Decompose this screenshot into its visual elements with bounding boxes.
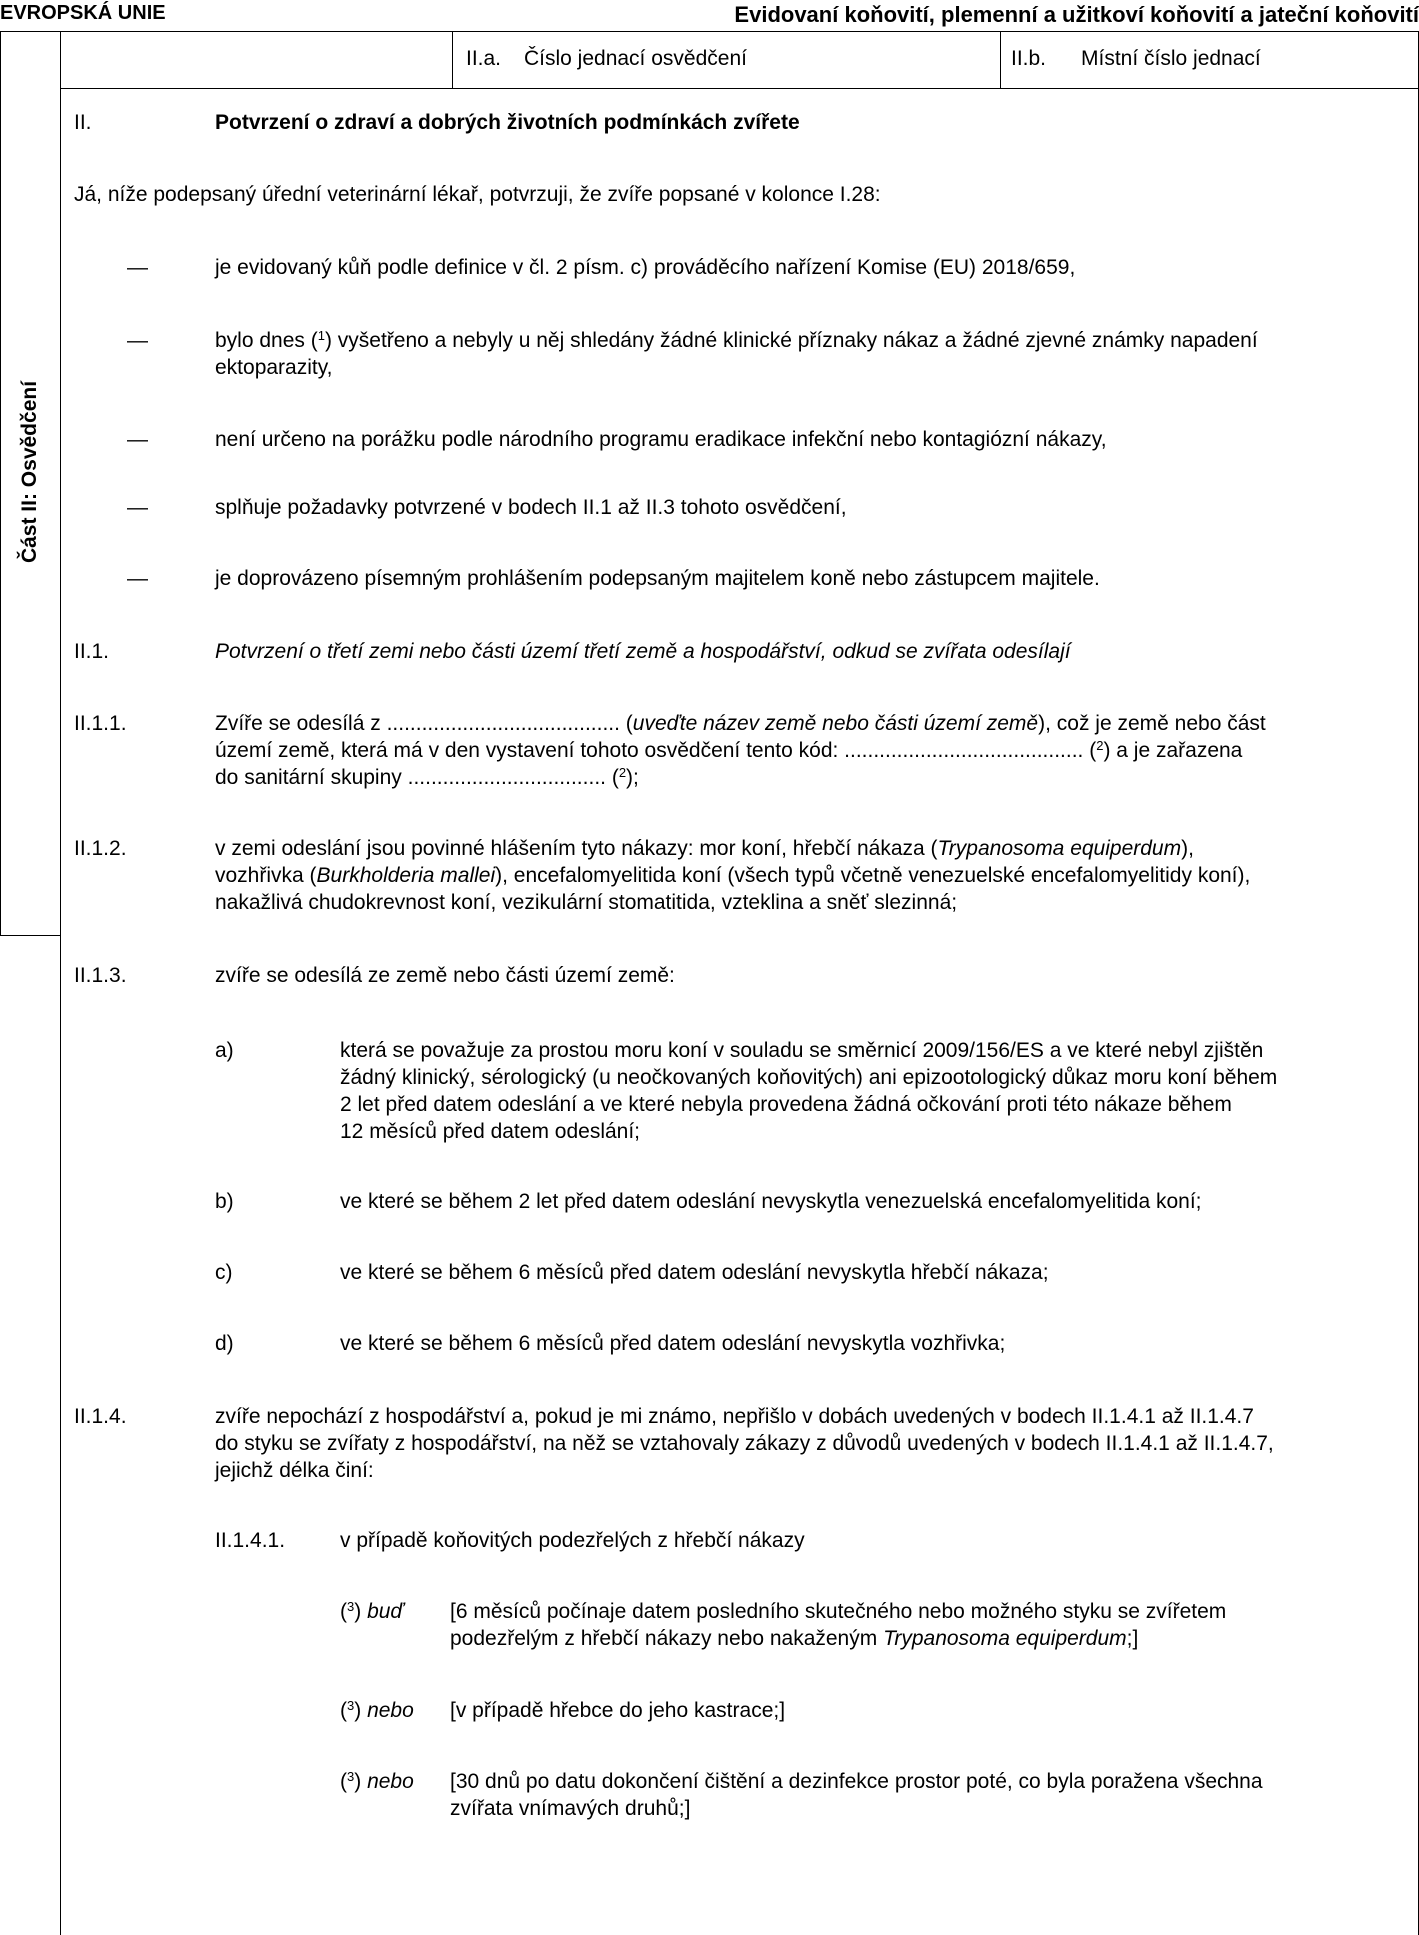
- ii13-number: II.1.3.: [74, 964, 127, 987]
- option-3-line-2: zvířata vnímavých druhů;]: [450, 1797, 691, 1820]
- ii11-l1-c: ), což je země nebo část: [1038, 712, 1266, 735]
- ref-col-a: [452, 31, 453, 89]
- option-3-line-1: [30 dnů po datu dokončení čištění a dezinfekce prostor poté, co byla poražena všechna: [450, 1770, 1263, 1793]
- ii13-a-line: žádný klinický, sérologický (u neočkovaných koňovitých) ani epizootologický důkaz moru koní během: [340, 1066, 1278, 1089]
- ii13-a-label: a): [215, 1039, 234, 1062]
- bullet-4: splňuje požadavky potvrzené v bodech II.1 až II.3 tohoto osvědčení,: [215, 496, 847, 519]
- sidebar-divider: [60, 31, 61, 1935]
- ii14-line: zvíře nepochází z hospodářství a, pokud je mi známo, nepřišlo v dobách uvedených v bodech II.1.4.1 až II.1.4.7: [215, 1405, 1254, 1428]
- bullet-dash: —: [127, 256, 148, 279]
- ii11-l1-a: Zvíře se odesílá z ........................................ (: [215, 712, 633, 735]
- ii13-a-line: 12 měsíců před datem odeslání;: [340, 1120, 641, 1143]
- ref-b-label: II.b.: [1011, 47, 1047, 70]
- ii13-c-label: c): [215, 1261, 233, 1284]
- section-number: II.: [74, 111, 92, 134]
- ii11-line-1: [215, 710, 1266, 737]
- ii141-number: II.1.4.1.: [215, 1529, 286, 1552]
- ii14-line: do styku se zvířaty z hospodářství, na něž se vztahovaly zákazy z důvodů uvedených v bodech II.1.4.1 až II.1.4.7,: [215, 1432, 1274, 1455]
- footnote-ref: 2: [618, 765, 627, 780]
- ii11-line-2: [215, 737, 1242, 764]
- bullet-5: je doprovázeno písemným prohlášením podepsaným majitelem koně nebo zástupcem majitele.: [215, 567, 1100, 590]
- option-2-line-1: [v případě hřebce do jeho kastrace;]: [450, 1699, 786, 1722]
- option-word: nebo: [367, 1699, 414, 1722]
- ii12-number: II.1.2.: [74, 837, 127, 860]
- ii1-number: II.1.: [74, 640, 110, 663]
- bullet-3: není určeno na porážku podle národního programu eradikace infekční nebo kontagiózní nákazy,: [215, 428, 1107, 451]
- ii11-line-3: [215, 764, 639, 791]
- option-buď-label: ($^3$) buď: [340, 1599, 404, 1623]
- option-word: nebo: [367, 1770, 414, 1793]
- ii12-l2-b: Burkholderia mallei: [316, 864, 496, 887]
- bullet-2-cont: ektoparazity,: [215, 356, 333, 379]
- bullet-1: je evidovaný kůň podle definice v čl. 2 písm. c) prováděcího nařízení Komise (EU) 2018/659,: [215, 256, 1076, 279]
- bullet-dash: —: [127, 428, 148, 451]
- ii12-line-2: [215, 862, 1250, 889]
- ii12-l1-c: ),: [1181, 837, 1194, 860]
- ii12-l2-c: ), encefalomyelitida koní (všech typů včetně venezuelské encefalomyelitidy koní),: [495, 864, 1251, 887]
- ii11-l2-b: ) a je zařazena: [1103, 739, 1243, 762]
- ref-a-label: II.a.: [466, 47, 502, 70]
- ii141-text: v případě koňovitých podezřelých z hřebčí nákazy: [340, 1529, 805, 1552]
- bullet-2-b: ) vyšetřeno a nebyly u něj shledány žádné klinické příznaky nákaz a žádné zjevné známky napadení: [324, 329, 1258, 352]
- option-1-l2-a: podezřelým z hřebčí nákazy nebo nakaženým: [450, 1627, 884, 1650]
- ii11-l3-b: );: [626, 766, 639, 789]
- ii13-b-line: ve které se během 2 let před datem odeslání nevyskytla venezuelská encefalomyelitida koní;: [340, 1190, 1202, 1213]
- option-1-line-1: [6 měsíců počínaje datem posledního skutečného nebo možného styku se zvířetem: [450, 1600, 1227, 1623]
- ii11-number: II.1.1.: [74, 712, 127, 735]
- option-nebo-label: ($^3$) nebo: [340, 1698, 414, 1722]
- ii13-d-label: d): [215, 1332, 234, 1355]
- frame-left: [0, 31, 1, 936]
- ii13-text: zvíře se odesílá ze země nebo části území země:: [215, 964, 675, 987]
- ii12-line-3: nakažlivá chudokrevnost koní, vezikulární stomatitida, vzteklina a sněť slezinná;: [215, 891, 958, 914]
- footnote-ref: 2: [1096, 738, 1104, 753]
- option-1-l2-c: ;]: [1126, 1627, 1139, 1650]
- ii14-number: II.1.4.: [74, 1405, 127, 1428]
- footnote-ref: 3: [347, 1599, 355, 1614]
- ii1-title: Potvrzení o třetí zemi nebo části území třetí země a hospodářství, odkud se zvířata odesílají: [215, 640, 1071, 663]
- bullet-2-a: bylo dnes (: [215, 329, 318, 352]
- option-1-l2-b: Trypanosoma equiperdum: [883, 1627, 1127, 1650]
- sidebar-bottom: [0, 935, 60, 936]
- option-1-line-2: [450, 1625, 1138, 1652]
- footnote-ref: 3: [347, 1698, 355, 1713]
- ii11-l1-b: uveďte název země nebo části území země: [632, 712, 1039, 735]
- intro-text: Já, níže podepsaný úřední veterinární lékař, potvrzuji, že zvíře popsané v kolonce I.28:: [74, 183, 881, 206]
- ii13-d-line: ve které se během 6 měsíců před datem odeslání nevyskytla vozhřivka;: [340, 1332, 1006, 1355]
- ii13-a-line: která se považuje za prostou moru koní v souladu se směrnicí 2009/156/ES a ve které nebyl zjištěn: [340, 1039, 1264, 1062]
- bullet-2: [215, 327, 1258, 354]
- section-title: Potvrzení o zdraví a dobrých životních podmínkách zvířete: [215, 111, 800, 134]
- bullet-dash: —: [127, 567, 148, 590]
- footnote-ref: 1: [317, 328, 325, 343]
- ii12-l1-b: Trypanosoma equiperdum: [937, 837, 1182, 860]
- footnote-ref: 3: [347, 1769, 355, 1784]
- ii12-line-1: [215, 835, 1194, 862]
- sidebar-part-label: Část II: Osvědčení: [18, 380, 41, 564]
- option-word: buď: [367, 1600, 404, 1623]
- ref-row-bottom: [60, 88, 1419, 89]
- ii11-l3-a: do sanitární skupiny .................................. (: [215, 766, 619, 789]
- ii12-l2-a: vozhřivka (: [215, 864, 317, 887]
- ii12-l1-a: v zemi odeslání jsou povinné hlášením tyto nákazy: mor koní, hřebčí nákaza (: [215, 837, 938, 860]
- ii11-l2-a: území země, která má v den vystavení tohoto osvědčení tento kód: ......................................... (: [215, 739, 1097, 762]
- ii13-a-line: 2 let před datem odeslání a ve které nebyla provedena žádná očkování proti této nákaze během: [340, 1093, 1232, 1116]
- header-title: Evidovaní koňovití, plemenní a užitkoví koňovití a jateční koňovití: [734, 2, 1419, 27]
- option-nebo-label: ($^3$) nebo: [340, 1769, 414, 1793]
- ii13-b-label: b): [215, 1190, 234, 1213]
- ref-a-text: Číslo jednací osvědčení: [524, 47, 747, 70]
- bullet-dash: —: [127, 329, 148, 352]
- ref-b-text: Místní číslo jednací: [1081, 47, 1261, 70]
- header-union: EVROPSKÁ UNIE: [0, 2, 166, 24]
- ref-col-b: [1000, 31, 1001, 89]
- bullet-dash: —: [127, 496, 148, 519]
- ii13-c-line: ve které se během 6 měsíců před datem odeslání nevyskytla hřebčí nákaza;: [340, 1261, 1049, 1284]
- ii14-line: jejichž délka činí:: [215, 1459, 374, 1482]
- frame-top: [0, 31, 1419, 32]
